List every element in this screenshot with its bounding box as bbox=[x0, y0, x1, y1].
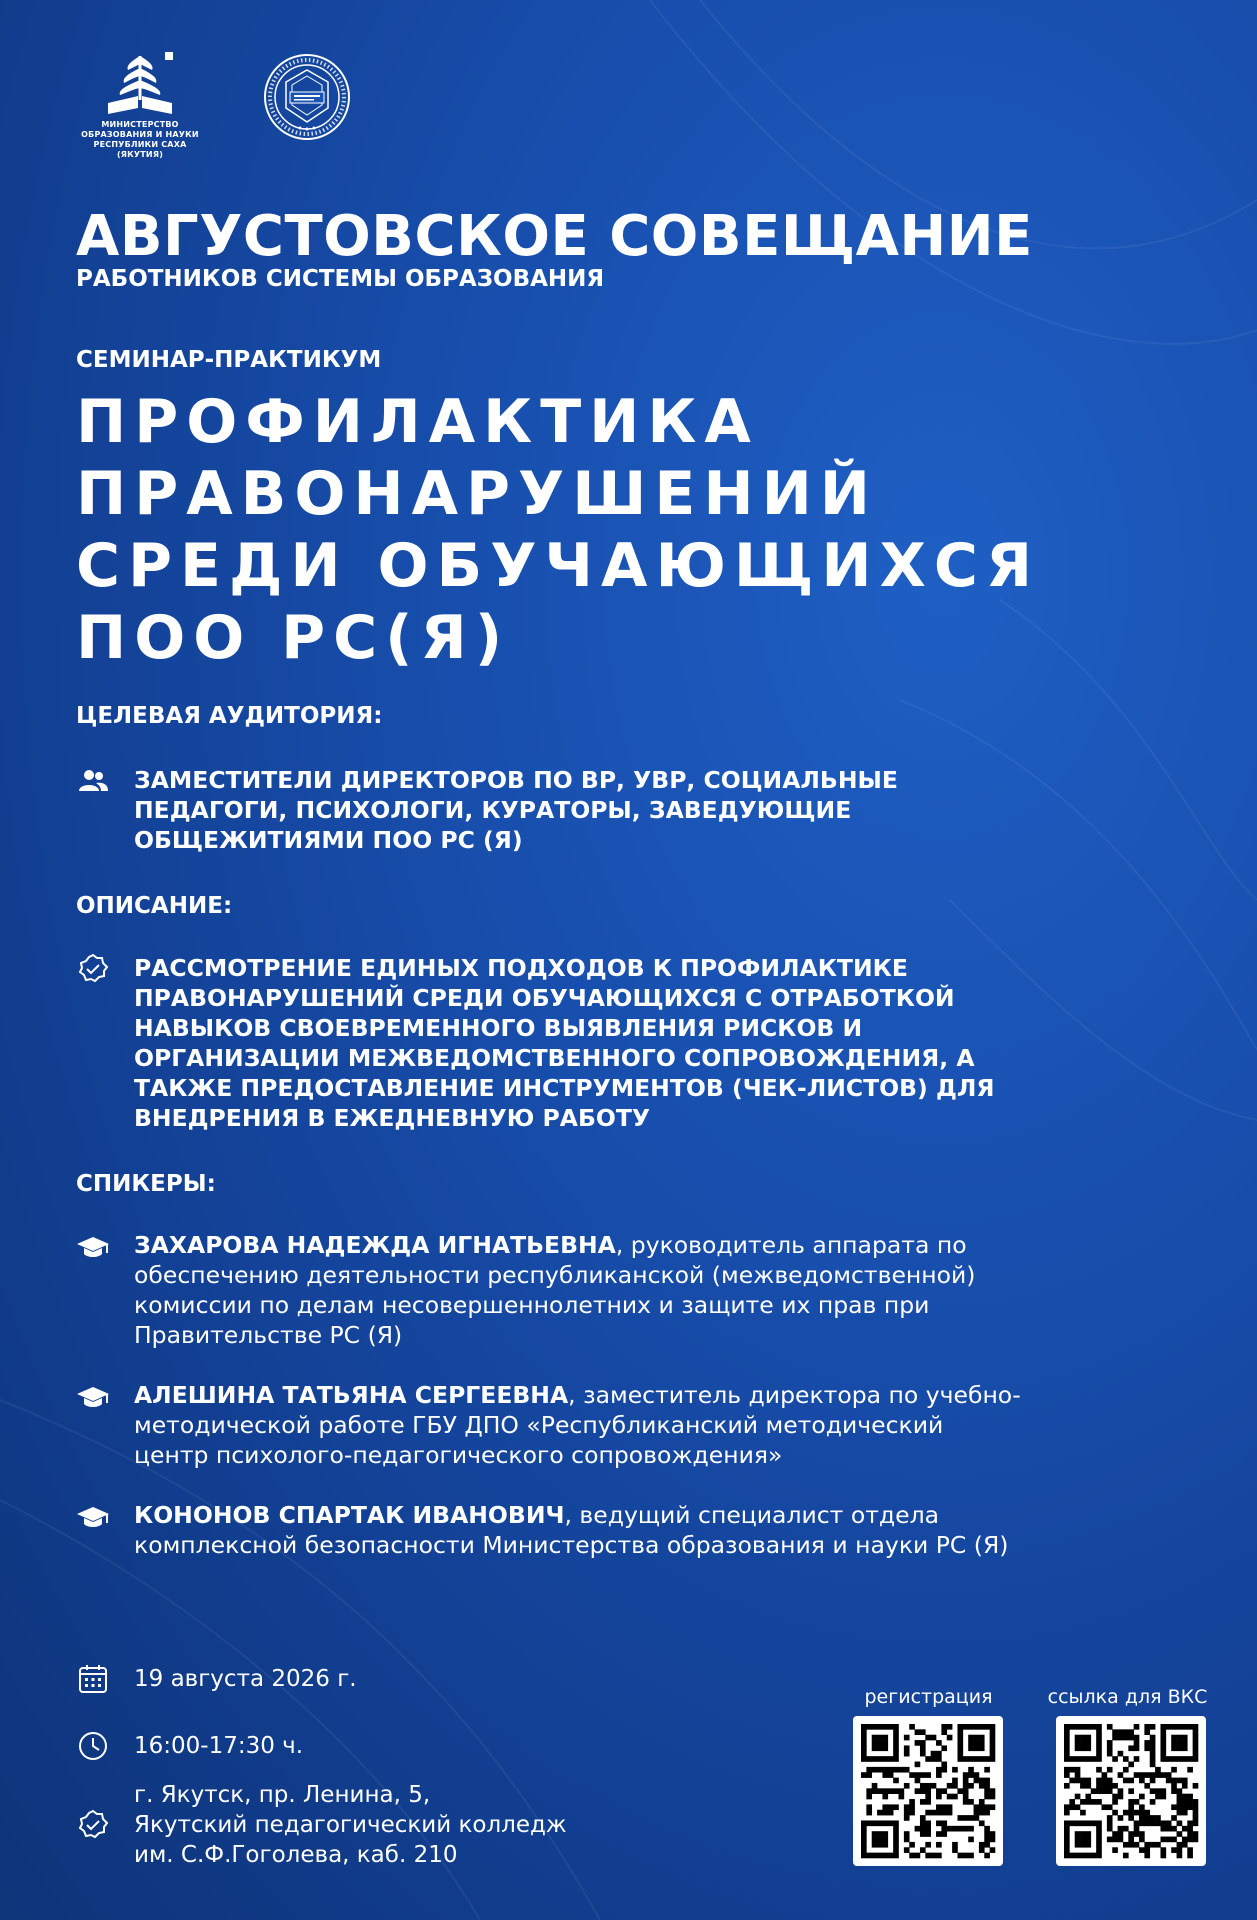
speaker-name: АЛЕШИНА ТАТЬЯНА СЕРГЕЕВНА bbox=[134, 1381, 569, 1409]
description-label: ОПИСАНИЕ: bbox=[76, 893, 233, 919]
calendar-icon bbox=[76, 1662, 110, 1696]
vks-qr-code[interactable] bbox=[1056, 1716, 1206, 1866]
graduation-cap-icon bbox=[76, 1500, 110, 1534]
event-location: г. Якутск, пр. Ленина, 5, Якутский педагогический колледж им. С.Ф.Гоголева, каб. 210 bbox=[134, 1782, 567, 1868]
event-time: 16:00-17:30 ч. bbox=[134, 1733, 304, 1759]
audience-label: ЦЕЛЕВАЯ АУДИТОРИЯ: bbox=[76, 703, 383, 729]
page-subtitle: РАБОТНИКОВ СИСТЕМЫ ОБРАЗОВАНИЯ bbox=[76, 266, 605, 292]
event-kind: СЕМИНАР-ПРАКТИКУМ bbox=[76, 347, 382, 373]
speaker-2: АЛЕШИНА ТАТЬЯНА СЕРГЕЕВНА, заместитель директора по учебно- методической работе ГБУ ДПО «Республиканский методический центр психолого-педагогического сопровождения» bbox=[134, 1381, 1021, 1469]
audience-text: ЗАМЕСТИТЕЛИ ДИРЕКТОРОВ ПО ВР, УВР, СОЦИАЛЬНЫЕ ПЕДАГОГИ, ПСИХОЛОГИ, КУРАТОРЫ, ЗАВЕДУЮЩИЕ ОБЩЕЖИТИЯМИ ПОО РС (Я) bbox=[134, 766, 898, 854]
location-badge-icon bbox=[76, 1808, 110, 1842]
check-badge-icon bbox=[76, 952, 110, 986]
open-book-tree-icon bbox=[70, 48, 210, 118]
speaker-3: КОНОНОВ СПАРТАК ИВАНОВИЧ, ведущий специалист отдела комплексной безопасности Министерства образования и науки РС (Я) bbox=[134, 1501, 1009, 1559]
clock-icon bbox=[76, 1729, 110, 1763]
speaker-name: ЗАХАРОВА НАДЕЖДА ИГНАТЬЕВНА bbox=[134, 1231, 616, 1259]
qr-code-icon bbox=[1056, 1716, 1206, 1866]
event-date: 19 августа 2026 г. bbox=[134, 1666, 357, 1692]
registration-qr-code[interactable] bbox=[853, 1716, 1003, 1866]
page-title: АВГУСТОВСКОЕ СОВЕЩАНИЕ bbox=[76, 204, 1033, 269]
topic-line: ПРОФИЛАКТИКА bbox=[76, 387, 759, 457]
people-icon bbox=[76, 764, 110, 798]
topic-line: ПОО РС(Я) bbox=[76, 603, 511, 673]
graduation-cap-icon bbox=[76, 1230, 110, 1264]
ministry-caption: МИНИСТЕРСТВО ОБРАЗОВАНИЯ И НАУКИ РЕСПУБЛИКИ САХА (ЯКУТИЯ) bbox=[81, 120, 199, 159]
event-topic bbox=[76, 386, 1040, 674]
topic-line: СРЕДИ ОБУЧАЮЩИХСЯ bbox=[76, 531, 1041, 601]
topic-line: ПРАВОНАРУШЕНИЙ bbox=[76, 459, 878, 529]
institute-seal-icon bbox=[262, 52, 352, 142]
qr-code-icon bbox=[853, 1716, 1003, 1866]
speaker-name: КОНОНОВ СПАРТАК ИВАНОВИЧ bbox=[134, 1501, 565, 1529]
vks-qr-label: ссылка для ВКС bbox=[1047, 1686, 1208, 1708]
speakers-label: СПИКЕРЫ: bbox=[76, 1171, 216, 1197]
registration-qr-label: регистрация bbox=[864, 1686, 993, 1708]
description-text: РАССМОТРЕНИЕ ЕДИНЫХ ПОДХОДОВ К ПРОФИЛАКТИКЕ ПРАВОНАРУШЕНИЙ СРЕДИ ОБУЧАЮЩИХСЯ С ОТРАБОТКОЙ НАВЫКОВ СВОЕВРЕМЕННОГО ВЫЯВЛЕНИЯ РИСКОВ И ОРГАНИЗАЦИИ МЕЖВЕДОМСТВЕННОГО СОПРОВОЖДЕНИЯ, А ТАКЖЕ ПРЕДОСТАВЛЕНИЕ ИНСТРУМЕНТОВ (ЧЕК-ЛИСТОВ) ДЛЯ ВНЕДРЕНИЯ В ЕЖЕДНЕВНУЮ РАБОТУ bbox=[134, 954, 995, 1132]
speaker-1: ЗАХАРОВА НАДЕЖДА ИГНАТЬЕВНА, руководитель аппарата по обеспечению деятельности республиканской (межведомственной) комиссии по делам несовершеннолетних и защите их прав при Правительстве РС (Я) bbox=[134, 1231, 976, 1349]
graduation-cap-icon bbox=[76, 1380, 110, 1414]
